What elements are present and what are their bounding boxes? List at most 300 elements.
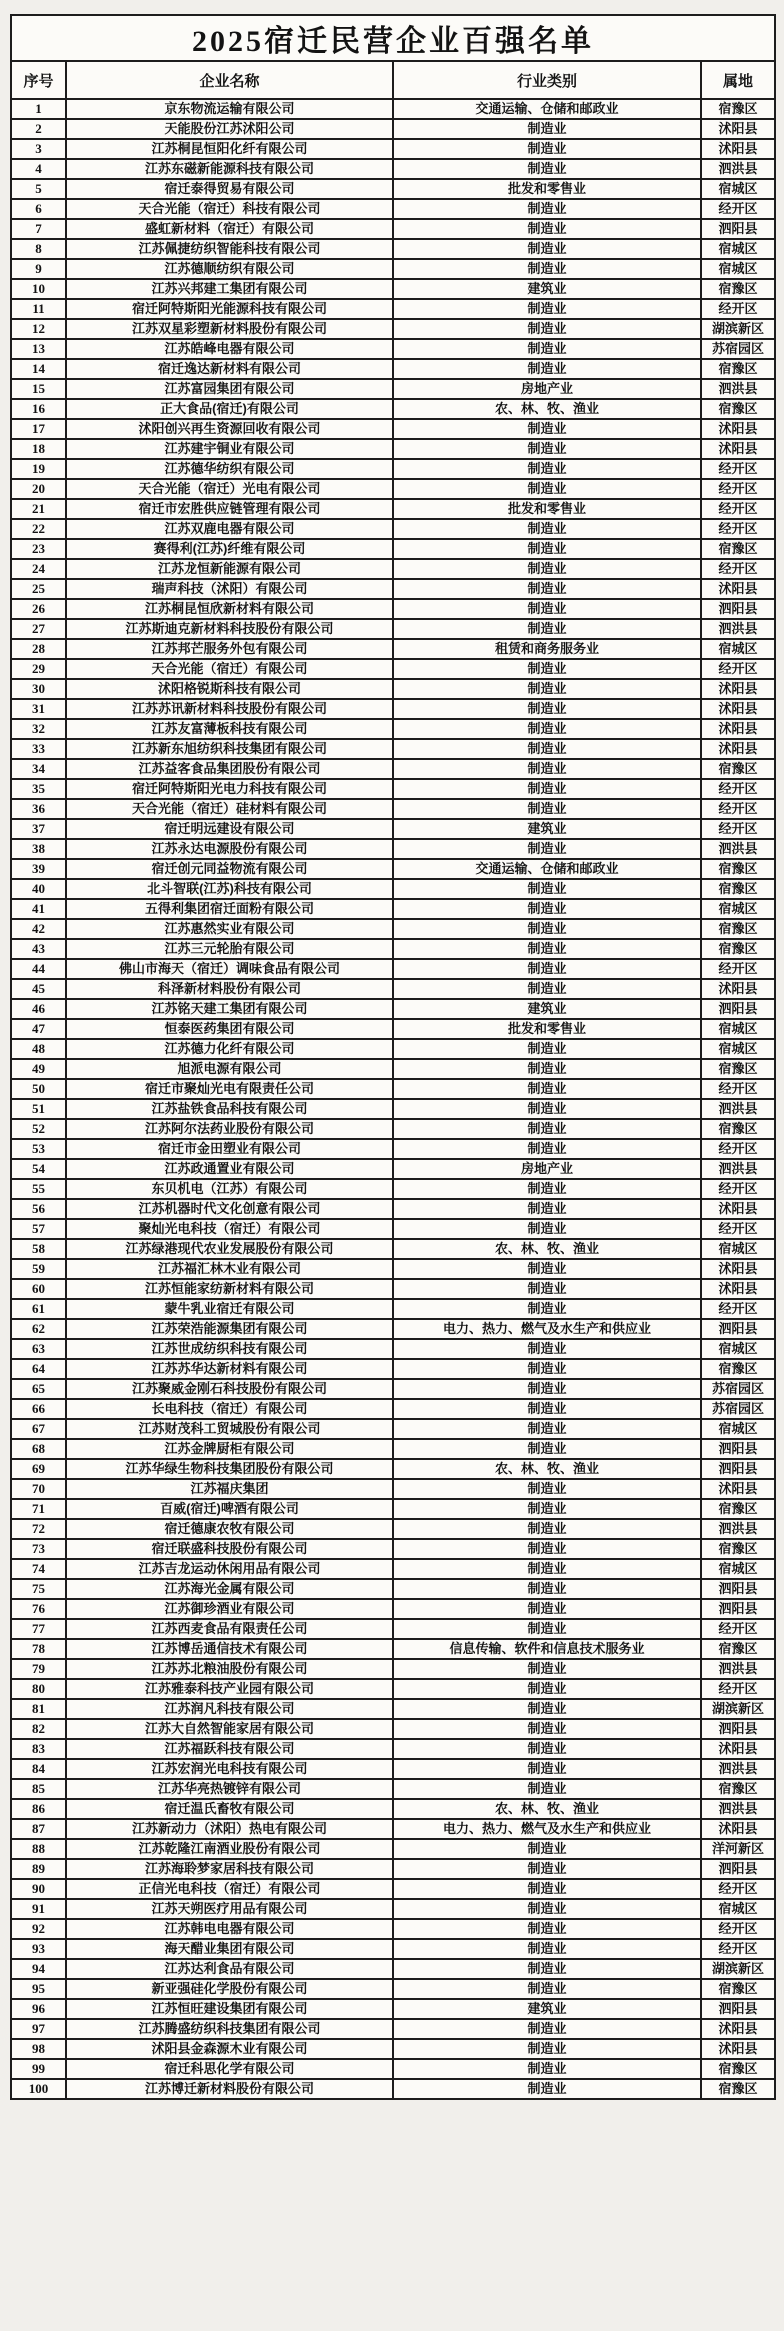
cell-industry: 制造业 [393,1939,701,1959]
cell-rank: 92 [11,1919,66,1939]
cell-industry: 制造业 [393,1279,701,1299]
cell-company: 正大食品(宿迁)有限公司 [66,399,393,419]
cell-region: 泗阳县 [701,599,775,619]
cell-rank: 21 [11,499,66,519]
cell-industry: 制造业 [393,1859,701,1879]
cell-company: 新亚强硅化学股份有限公司 [66,1979,393,1999]
table-row [11,979,775,999]
table-row [11,1019,775,1039]
table-row [11,1199,775,1219]
cell-company: 宿迁阿特斯阳光能源科技有限公司 [66,299,393,319]
cell-industry: 制造业 [393,619,701,639]
cell-rank: 67 [11,1419,66,1439]
table-row [11,439,775,459]
cell-region: 宿城区 [701,1239,775,1259]
table-row [11,299,775,319]
table-row [11,1959,775,1979]
table-row [11,1539,775,1559]
table-row [11,919,775,939]
table-row [11,1599,775,1619]
cell-region: 沭阳县 [701,739,775,759]
table-row [11,1899,775,1919]
cell-company: 江苏斯迪克新材料科技股份有限公司 [66,619,393,639]
table-row [11,1339,775,1359]
cell-rank: 91 [11,1899,66,1919]
cell-rank: 38 [11,839,66,859]
cell-rank: 44 [11,959,66,979]
cell-company: 江苏大自然智能家居有限公司 [66,1719,393,1739]
cell-region: 经开区 [701,1679,775,1699]
table-row [11,239,775,259]
cell-company: 蒙牛乳业宿迁有限公司 [66,1299,393,1319]
table-row [11,1259,775,1279]
cell-industry: 制造业 [393,979,701,999]
cell-company: 江苏富园集团有限公司 [66,379,393,399]
cell-region: 经开区 [701,779,775,799]
cell-company: 江苏华亮热镀锌有限公司 [66,1779,393,1799]
cell-company: 正信光电科技（宿迁）有限公司 [66,1879,393,1899]
cell-rank: 42 [11,919,66,939]
cell-rank: 63 [11,1339,66,1359]
cell-rank: 80 [11,1679,66,1699]
cell-industry: 信息传输、软件和信息技术服务业 [393,1639,701,1659]
cell-company: 江苏财茂科工贸城股份有限公司 [66,1419,393,1439]
cell-region: 沭阳县 [701,1259,775,1279]
cell-region: 泗阳县 [701,219,775,239]
cell-industry: 制造业 [393,1659,701,1679]
cell-company: 宿迁温氏畜牧有限公司 [66,1799,393,1819]
cell-company: 宿迁德康农牧有限公司 [66,1519,393,1539]
cell-company: 江苏韩电电器有限公司 [66,1919,393,1939]
table-row [11,899,775,919]
cell-rank: 68 [11,1439,66,1459]
cell-company: 瑞声科技（沭阳）有限公司 [66,579,393,599]
table-row [11,1799,775,1819]
cell-rank: 79 [11,1659,66,1679]
cell-region: 宿城区 [701,1339,775,1359]
table-row [11,1679,775,1699]
cell-company: 江苏苏讯新材料科技股份有限公司 [66,699,393,719]
cell-company: 江苏建宇铜业有限公司 [66,439,393,459]
cell-company: 江苏佩捷纺织智能科技有限公司 [66,239,393,259]
cell-industry: 制造业 [393,1919,701,1939]
cell-region: 宿豫区 [701,399,775,419]
cell-region: 宿豫区 [701,2059,775,2079]
cell-company: 江苏吉龙运动休闲用品有限公司 [66,1559,393,1579]
cell-rank: 83 [11,1739,66,1759]
table-row [11,1439,775,1459]
table-row [11,1879,775,1899]
cell-company: 江苏益客食品集团股份有限公司 [66,759,393,779]
cell-company: 江苏东磁新能源科技有限公司 [66,159,393,179]
cell-industry: 制造业 [393,879,701,899]
cell-region: 宿城区 [701,239,775,259]
cell-rank: 53 [11,1139,66,1159]
cell-industry: 制造业 [393,1899,701,1919]
cell-rank: 72 [11,1519,66,1539]
cell-region: 宿城区 [701,899,775,919]
cell-rank: 14 [11,359,66,379]
cell-company: 旭派电源有限公司 [66,1059,393,1079]
cell-company: 江苏兴邦建工集团有限公司 [66,279,393,299]
cell-region: 宿豫区 [701,859,775,879]
cell-rank: 13 [11,339,66,359]
cell-region: 沭阳县 [701,1199,775,1219]
cell-rank: 82 [11,1719,66,1739]
cell-industry: 制造业 [393,219,701,239]
cell-rank: 71 [11,1499,66,1519]
table-row [11,1859,775,1879]
cell-rank: 77 [11,1619,66,1639]
cell-region: 经开区 [701,1619,775,1639]
cell-region: 沭阳县 [701,1819,775,1839]
cell-rank: 37 [11,819,66,839]
cell-region: 经开区 [701,799,775,819]
cell-rank: 11 [11,299,66,319]
cell-rank: 10 [11,279,66,299]
cell-rank: 29 [11,659,66,679]
cell-region: 经开区 [701,519,775,539]
table-row [11,1419,775,1439]
cell-rank: 61 [11,1299,66,1319]
cell-industry: 制造业 [393,1839,701,1859]
cell-company: 海天醋业集团有限公司 [66,1939,393,1959]
cell-region: 宿豫区 [701,759,775,779]
cell-industry: 制造业 [393,479,701,499]
cell-region: 宿城区 [701,639,775,659]
cell-company: 江苏绿港现代农业发展股份有限公司 [66,1239,393,1259]
cell-company: 江苏永达电源股份有限公司 [66,839,393,859]
cell-company: 盛虹新材料（宿迁）有限公司 [66,219,393,239]
cell-rank: 59 [11,1259,66,1279]
table-row [11,519,775,539]
table-row [11,1659,775,1679]
cell-rank: 93 [11,1939,66,1959]
cell-region: 经开区 [701,479,775,499]
table-row [11,339,775,359]
cell-industry: 制造业 [393,159,701,179]
cell-industry: 制造业 [393,1179,701,1199]
cell-region: 泗阳县 [701,1599,775,1619]
cell-industry: 制造业 [393,1879,701,1899]
table-row [11,599,775,619]
cell-company: 沭阳创兴再生资源回收有限公司 [66,419,393,439]
cell-industry: 制造业 [393,139,701,159]
table-row [11,699,775,719]
cell-company: 宿迁市聚灿光电有限责任公司 [66,1079,393,1099]
table-row [11,1299,775,1319]
table-row [11,539,775,559]
cell-industry: 制造业 [393,839,701,859]
cell-rank: 52 [11,1119,66,1139]
cell-company: 天合光能（宿迁）科技有限公司 [66,199,393,219]
cell-company: 江苏德华纺织有限公司 [66,459,393,479]
cell-region: 沭阳县 [701,719,775,739]
cell-rank: 50 [11,1079,66,1099]
table-row [11,1459,775,1479]
table-row [11,659,775,679]
table-row [11,1619,775,1639]
cell-company: 科泽新材料股份有限公司 [66,979,393,999]
cell-industry: 制造业 [393,959,701,979]
cell-company: 江苏双鹿电器有限公司 [66,519,393,539]
cell-company: 江苏苏华达新材料有限公司 [66,1359,393,1379]
cell-region: 泗洪县 [701,619,775,639]
cell-rank: 6 [11,199,66,219]
cell-rank: 51 [11,1099,66,1119]
table-row [11,779,775,799]
cell-industry: 制造业 [393,1959,701,1979]
table-row [11,1219,775,1239]
table-row [11,1639,775,1659]
cell-region: 宿豫区 [701,1359,775,1379]
cell-company: 宿迁阿特斯阳光电力科技有限公司 [66,779,393,799]
cell-region: 泗洪县 [701,1519,775,1539]
cell-region: 泗洪县 [701,1759,775,1779]
table-row [11,1519,775,1539]
cell-company: 江苏铭天建工集团有限公司 [66,999,393,1019]
cell-rank: 8 [11,239,66,259]
cell-industry: 批发和零售业 [393,179,701,199]
column-header-company: 企业名称 [66,61,393,99]
table-row [11,559,775,579]
cell-company: 江苏海光金属有限公司 [66,1579,393,1599]
cell-rank: 40 [11,879,66,899]
cell-rank: 9 [11,259,66,279]
cell-industry: 制造业 [393,719,701,739]
cell-company: 江苏金牌厨柜有限公司 [66,1439,393,1459]
table-row [11,459,775,479]
cell-industry: 制造业 [393,679,701,699]
cell-rank: 54 [11,1159,66,1179]
cell-industry: 制造业 [393,1679,701,1699]
cell-region: 经开区 [701,659,775,679]
table-row [11,419,775,439]
table-row [11,1139,775,1159]
table-row [11,1319,775,1339]
cell-company: 江苏皓峰电器有限公司 [66,339,393,359]
cell-company: 长电科技（宿迁）有限公司 [66,1399,393,1419]
cell-region: 泗洪县 [701,1659,775,1679]
cell-industry: 制造业 [393,1719,701,1739]
cell-region: 宿城区 [701,1559,775,1579]
cell-industry: 制造业 [393,1539,701,1559]
table-row [11,219,775,239]
cell-industry: 制造业 [393,459,701,479]
cell-region: 泗阳县 [701,999,775,1019]
cell-rank: 62 [11,1319,66,1339]
table-row [11,259,775,279]
cell-rank: 16 [11,399,66,419]
cell-rank: 36 [11,799,66,819]
table-row [11,1379,775,1399]
cell-company: 天合光能（宿迁）硅材料有限公司 [66,799,393,819]
cell-industry: 制造业 [393,359,701,379]
cell-industry: 制造业 [393,939,701,959]
cell-region: 泗洪县 [701,839,775,859]
cell-company: 宿迁联盛科技股份有限公司 [66,1539,393,1559]
table-row [11,319,775,339]
cell-region: 宿豫区 [701,1059,775,1079]
cell-rank: 95 [11,1979,66,1999]
cell-rank: 84 [11,1759,66,1779]
table-row [11,379,775,399]
cell-rank: 32 [11,719,66,739]
cell-industry: 租赁和商务服务业 [393,639,701,659]
cell-rank: 26 [11,599,66,619]
table-row [11,1719,775,1739]
cell-region: 沭阳县 [701,439,775,459]
cell-rank: 33 [11,739,66,759]
cell-industry: 制造业 [393,419,701,439]
cell-region: 沭阳县 [701,139,775,159]
table-row [11,999,775,1019]
cell-industry: 制造业 [393,1199,701,1219]
column-header-industry: 行业类别 [393,61,701,99]
table-row [11,799,775,819]
cell-industry: 制造业 [393,919,701,939]
cell-company: 江苏苏北粮油股份有限公司 [66,1659,393,1679]
cell-industry: 制造业 [393,1259,701,1279]
table-body [11,99,775,2099]
cell-rank: 43 [11,939,66,959]
table-row [11,199,775,219]
cell-rank: 18 [11,439,66,459]
column-header-row [11,61,775,99]
cell-company: 江苏德力化纤有限公司 [66,1039,393,1059]
cell-rank: 97 [11,2019,66,2039]
table-row [11,1939,775,1959]
cell-rank: 1 [11,99,66,119]
table-row [11,159,775,179]
cell-rank: 31 [11,699,66,719]
cell-company: 江苏友富薄板科技有限公司 [66,719,393,739]
cell-company: 五得利集团宿迁面粉有限公司 [66,899,393,919]
cell-region: 沭阳县 [701,119,775,139]
cell-company: 京东物流运输有限公司 [66,99,393,119]
table-row [11,759,775,779]
cell-company: 江苏政通置业有限公司 [66,1159,393,1179]
cell-industry: 制造业 [393,1039,701,1059]
cell-rank: 88 [11,1839,66,1859]
cell-industry: 制造业 [393,1099,701,1119]
table-row [11,99,775,119]
cell-industry: 制造业 [393,1979,701,1999]
cell-company: 江苏桐昆恒阳化纤有限公司 [66,139,393,159]
cell-region: 沭阳县 [701,979,775,999]
table-row [11,879,775,899]
cell-rank: 28 [11,639,66,659]
table-row [11,2079,775,2099]
cell-rank: 73 [11,1539,66,1559]
table-row [11,1919,775,1939]
table-row [11,1779,775,1799]
table-row [11,1359,775,1379]
cell-industry: 农、林、牧、渔业 [393,1799,701,1819]
cell-industry: 制造业 [393,1619,701,1639]
table-row [11,119,775,139]
cell-industry: 制造业 [393,119,701,139]
table-row [11,1159,775,1179]
cell-rank: 78 [11,1639,66,1659]
cell-rank: 20 [11,479,66,499]
cell-rank: 87 [11,1819,66,1839]
cell-industry: 制造业 [393,1519,701,1539]
cell-region: 苏宿园区 [701,339,775,359]
cell-region: 经开区 [701,819,775,839]
cell-company: 江苏双星彩塑新材料股份有限公司 [66,319,393,339]
cell-company: 宿迁科思化学有限公司 [66,2059,393,2079]
cell-region: 沭阳县 [701,579,775,599]
cell-region: 宿城区 [701,1419,775,1439]
cell-rank: 41 [11,899,66,919]
cell-industry: 制造业 [393,659,701,679]
cell-industry: 批发和零售业 [393,1019,701,1039]
cell-company: 江苏宏润光电科技有限公司 [66,1759,393,1779]
cell-rank: 46 [11,999,66,1019]
cell-rank: 66 [11,1399,66,1419]
cell-rank: 15 [11,379,66,399]
cell-region: 宿豫区 [701,919,775,939]
column-header-rank: 序号 [11,61,66,99]
table-row [11,359,775,379]
cell-company: 百威(宿迁)啤酒有限公司 [66,1499,393,1519]
cell-industry: 制造业 [393,1299,701,1319]
cell-company: 沭阳格锐斯科技有限公司 [66,679,393,699]
cell-company: 江苏荣浩能源集团有限公司 [66,1319,393,1339]
table-row [11,499,775,519]
table-row [11,1759,775,1779]
cell-region: 宿豫区 [701,2079,775,2099]
table-head [11,15,775,99]
cell-industry: 制造业 [393,259,701,279]
cell-region: 沭阳县 [701,1279,775,1299]
cell-rank: 89 [11,1859,66,1879]
cell-rank: 47 [11,1019,66,1039]
cell-company: 北斗智联(江苏)科技有限公司 [66,879,393,899]
cell-rank: 85 [11,1779,66,1799]
table-row [11,679,775,699]
cell-industry: 制造业 [393,779,701,799]
cell-industry: 制造业 [393,319,701,339]
cell-region: 沭阳县 [701,419,775,439]
cell-industry: 制造业 [393,239,701,259]
cell-region: 宿城区 [701,1039,775,1059]
table-row [11,1559,775,1579]
cell-region: 泗阳县 [701,1579,775,1599]
cell-industry: 制造业 [393,1119,701,1139]
cell-rank: 19 [11,459,66,479]
cell-industry: 制造业 [393,1359,701,1379]
table-row [11,2039,775,2059]
cell-region: 湖滨新区 [701,1959,775,1979]
cell-company: 江苏恒能家纺新材料有限公司 [66,1279,393,1299]
table-row [11,1579,775,1599]
cell-rank: 65 [11,1379,66,1399]
title-row [11,15,775,61]
cell-region: 经开区 [701,1139,775,1159]
cell-industry: 农、林、牧、渔业 [393,1239,701,1259]
cell-industry: 农、林、牧、渔业 [393,1459,701,1479]
cell-company: 江苏盐铁食品科技有限公司 [66,1099,393,1119]
cell-region: 宿城区 [701,179,775,199]
cell-rank: 49 [11,1059,66,1079]
cell-rank: 56 [11,1199,66,1219]
cell-region: 苏宿园区 [701,1379,775,1399]
cell-region: 泗洪县 [701,1159,775,1179]
cell-company: 江苏腾盛纺织科技集团有限公司 [66,2019,393,2039]
cell-rank: 94 [11,1959,66,1979]
